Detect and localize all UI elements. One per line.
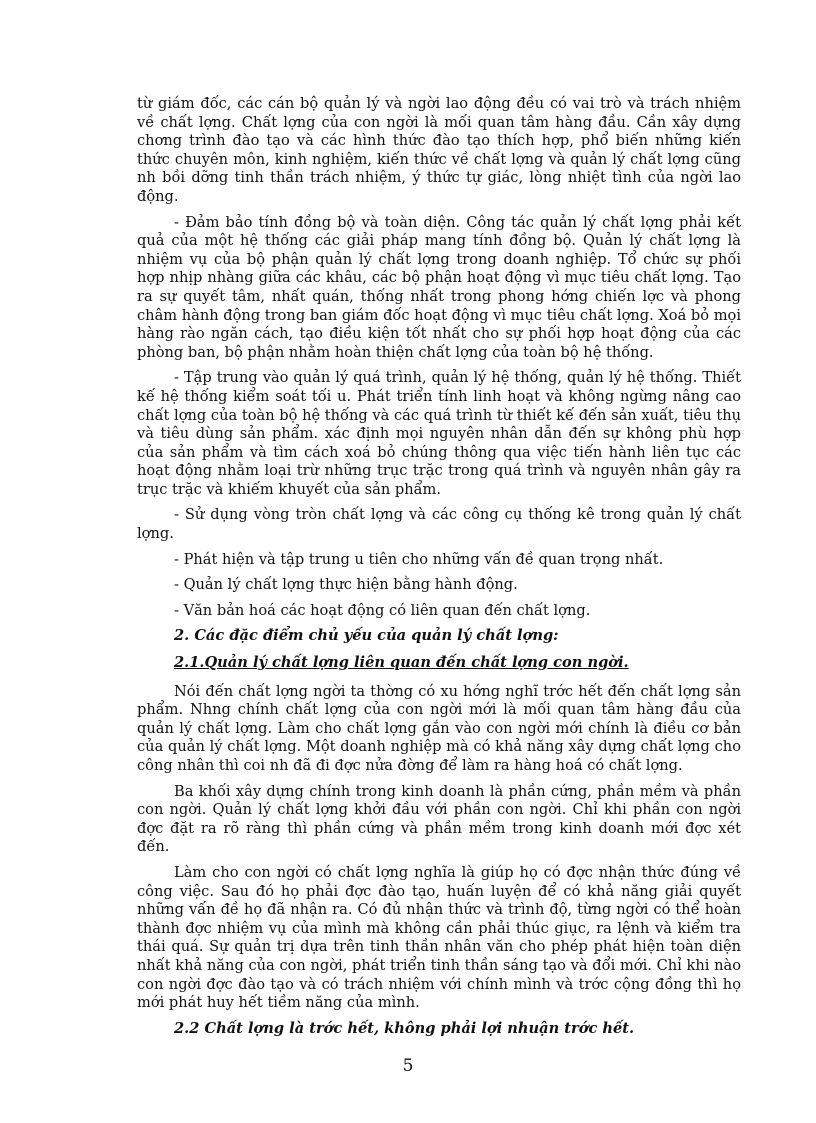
page-number: 5 bbox=[402, 1056, 414, 1076]
subsection-heading: 2.2 Chất lợng là trớc hết, không phải lợi nhuận trớc hết. bbox=[174, 1019, 635, 1037]
paragraph: từ giám đốc, các cán bộ quản lý và ngời lao động đều có vai trò và trách nhiệm về chất lợng. Chất lợng của con ngời là mối quan tâm hàng đầu. Cần xây dựng chơng trình đào tạo và các hình thức đào tạo thích hợp, phổ biến những kiến thức chuyên môn, kinh nghiệm, kiến thức về chất lợng và quản lý chất lợng cũng nh bồi dỡng tinh thần trách nhiệm, ý thức tự giác, lòng nhiệt tình của ngời lao động. bbox=[137, 95, 741, 205]
subsection-heading: 2.1.Quản lý chất lợng liên quan đến chất lợng con ngời. bbox=[174, 654, 629, 672]
section-heading: 2. Các đặc điểm chủ yếu của quản lý chất lợng: bbox=[174, 627, 559, 645]
paragraph: - Đảm bảo tính đồng bộ và toàn diện. Công tác quản lý chất lợng phải kết quả của một hệ thống các giải pháp mang tính đồng bộ. Quản lý chất lợng là nhiệm vụ của bộ phận quản lý chất lợng trong doanh nghiệp. Tổ chức sự phối hợp nhịp nhàng giữa các khâu, các bộ phận hoạt động vì mục tiêu chất lợng. Tạo ra sự quyết tâm, nhất quán, thống nhất trong phong hớng chiến lợc và phong châm hành động trong ban giám đốc hoạt động vì mục tiêu chất lợng. Xoá bỏ mọi hàng rào ngăn cách, tạo điều kiện tốt nhất cho sự phối hợp hoạt động của các phòng ban, bộ phận nhằm hoàn thiện chất lợng của toàn bộ hệ thống. bbox=[137, 213, 741, 361]
paragraph: Ba khối xây dựng chính trong kinh doanh là phần cứng, phần mềm và phần con ngời. Quản lý chất lợng khởi đầu với phần con ngời. Chỉ khi phần con ngời đợc đặt ra rõ ràng thì phần cứng và phần mềm trong kinh doanh mới đợc xét đến. bbox=[137, 782, 741, 856]
paragraph: - Văn bản hoá các hoạt động có liên quan đến chất lợng. bbox=[174, 601, 591, 619]
paragraph: - Quản lý chất lợng thực hiện bằng hành động. bbox=[174, 576, 518, 594]
document-page bbox=[137, 95, 741, 1048]
paragraph: Làm cho con ngời có chất lợng nghĩa là giúp họ có đợc nhận thức đúng về công việc. Sau đó họ phải đợc đào tạo, huấn luyện để có khả năng giải quyết những vấn đề họ đã nhận ra. Có đủ nhận thức và trình độ, từng ngời có thể hoàn thành đợc nhiệm vụ của mình mà không cần phải thúc giục, ra lệnh và kiểm tra thái quá. Sự quản trị dựa trên tinh thần nhân văn cho phép phát hiện toàn diện nhất khả năng của con ngời, phát triển tinh thần sáng tạo và đổi mới. Chỉ khi nào con ngời đợc đào tạo và có trách nhiệm với chính mình và trớc cộng đồng thì họ mới phát huy hết tiềm năng của mình. bbox=[137, 863, 741, 1012]
paragraph: - Sử dụng vòng tròn chất lợng và các công cụ thống kê trong quản lý chất lợng. bbox=[137, 506, 741, 543]
paragraph: Nói đến chất lợng ngời ta thờng có xu hớng nghĩ trớc hết đến chất lợng sản phẩm. Nhng chính chất lợng của con ngời mới là mối quan tâm hàng đầu của quản lý chất lợng. Làm cho chất lợng gắn vào con ngời mới chính là điều cơ bản của quản lý chất lợng. Một doanh nghiệp mà có khả năng xây dựng chất lợng cho công nhân thì coi nh đã đi đợc nửa đờng để làm ra hàng hoá có chất lợng. bbox=[137, 682, 741, 774]
paragraph: - Phát hiện và tập trung u tiên cho những vấn đề quan trọng nhất. bbox=[174, 550, 664, 568]
paragraph: - Tập trung vào quản lý quá trình, quản lý hệ thống, quản lý hệ thống. Thiết kế hệ thống kiểm soát tối u. Phát triển tính linh hoạt và không ngừng nâng cao chất lợng của toàn bộ hệ thống và các quá trình từ thiết kế đến sản xuất, tiêu thụ và tiêu dùng sản phẩm. xác định mọi nguyên nhân dẫn đến sự không phù hợp của sản phẩm và tìm cách xoá bỏ chúng thông qua việc tiến hành liên tục các hoạt động nhằm loại trừ những trục trặc trong quá trình và nguyên nhân gây ra trục trặc và khiếm khuyết của sản phẩm. bbox=[137, 369, 741, 498]
